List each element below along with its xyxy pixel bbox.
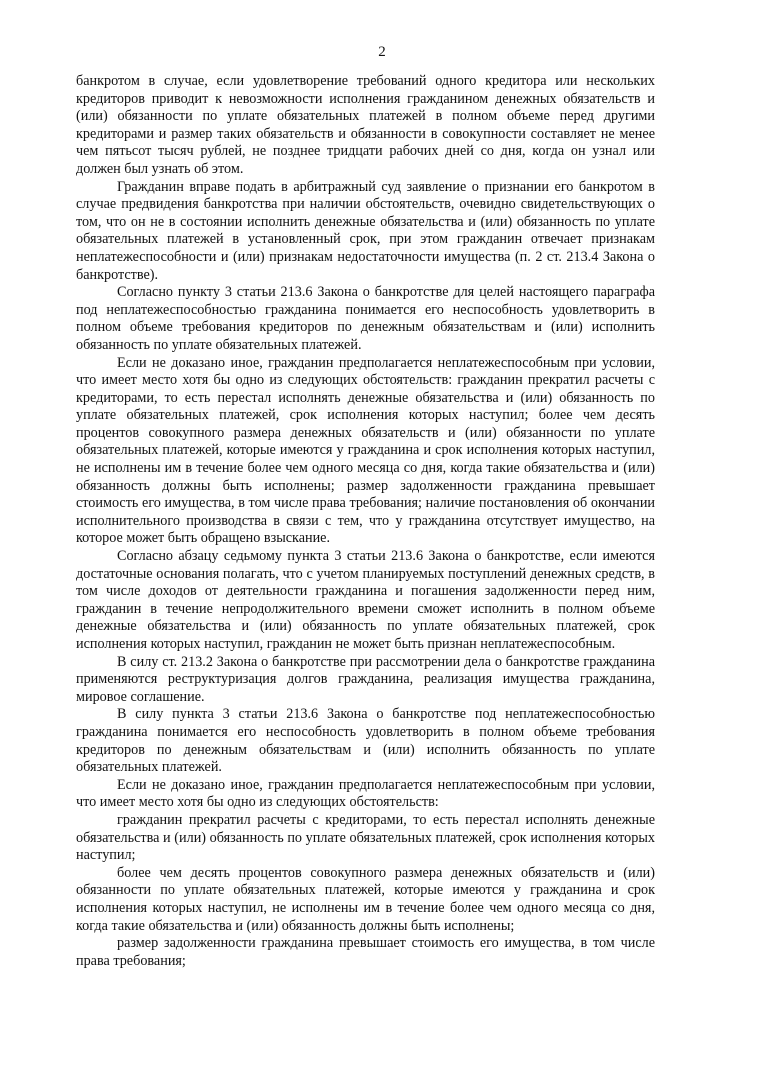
paragraph: банкротом в случае, если удовлетворение требований одного кредитора или нескольких кредиторов приводит к невозможности исполнения гражданином денежных обязательств и (или) обязанности по уплате обязательных платежей в полном объеме перед другими кредиторами и размер таких обязательств и обязанности в совокупности составляет не менее чем пятьсот тысяч рублей, не позднее тридцати рабочих дней со дня, когда он узнал или должен был узнать об этом. <box>76 73 655 177</box>
page-number: 2 <box>378 44 386 60</box>
list-item: более чем десять процентов совокупного размера денежных обязательств и (или) обязанности по уплате обязательных платежей, которые имеются у гражданина и срок исполнения которых наступил, не исполнены им в течение более чем одного месяца со дня, когда такие обязательства и (или) обязанность должны быть исполнены; <box>76 864 655 934</box>
paragraph: Если не доказано иное, гражданин предполагается неплатежеспособным при условии, что имеет место хотя бы одно из следующих обстоятельств: <box>76 776 655 811</box>
paragraph: Согласно пункту 3 статьи 213.6 Закона о банкротстве для целей настоящего параграфа под неплатежеспособностью гражданина понимается его неспособность удовлетворить в полном объеме требования кредиторов по денежным обязательствам и (или) исполнить обязанность по уплате обязательных платежей. <box>76 284 655 353</box>
document-body <box>76 73 655 970</box>
paragraph: Согласно абзацу седьмому пункта 3 статьи 213.6 Закона о банкротстве, если имеются достаточные основания полагать, что с учетом планируемых поступлений денежных средств, в том числе доходов от деятельности гражданина и погашения задолженности перед ним, гражданин в течение непродолжительного времени сможет исполнить в полном объеме денежные обязательства и (или) обязанность по уплате обязательных платежей, срок исполнения которых наступил, гражданин не может быть признан неплатежеспособным. <box>76 548 655 652</box>
paragraph: В силу пункта 3 статьи 213.6 Закона о банкротстве под неплатежеспособностью гражданина понимается его неспособность удовлетворить в полном объеме требования кредиторов по денежным обязательствам и (или) исполнить обязанность по уплате обязательных платежей. <box>76 706 655 776</box>
list-item: размер задолженности гражданина превышает стоимость его имущества, в том числе права требования; <box>76 935 655 969</box>
paragraph: Если не доказано иное, гражданин предполагается неплатежеспособным при условии, что имеет место хотя бы одно из следующих обстоятельств: гражданин прекратил расчеты с кредиторами, то есть перестал исполнять денежные обязательства и (или) обязанность по уплате обязательных платежей, срок исполнения которых наступил; более чем десять процентов совокупного размера денежных обязательств и (или) обязанности по уплате обязательных платежей, которые имеются у гражданина и срок исполнения которых наступил, не исполнены им в течение более чем одного месяца со дня, когда такие обязательства и (или) обязанность должны быть исполнены; размер задолженности гражданина превышает стоимость его имущества, в том числе права требования; наличие постановления об окончании исполнительного производства в связи с тем, что у гражданина отсутствует имущество, на которое может быть обращено взыскание. <box>76 354 655 547</box>
paragraph: В силу ст. 213.2 Закона о банкротстве при рассмотрении дела о банкротстве гражданина применяются реструктуризация долгов гражданина, реализация имущества гражданина, мировое соглашение. <box>76 653 655 705</box>
paragraph: Гражданин вправе подать в арбитражный суд заявление о признании его банкротом в случае предвидения банкротства при наличии обстоятельств, очевидно свидетельствующих о том, что он не в состоянии исполнить денежные обязательства и (или) обязанность по уплате обязательных платежей в установленный срок, при этом гражданин отвечает признакам неплатежеспособности и (или) признакам недостаточности имущества (п. 2 ст. 213.4 Закона о банкротстве). <box>76 178 655 283</box>
list-item: гражданин прекратил расчеты с кредиторами, то есть перестал исполнять денежные обязательства и (или) обязанность по уплате обязательных платежей, срок исполнения которых наступил; <box>76 811 655 864</box>
